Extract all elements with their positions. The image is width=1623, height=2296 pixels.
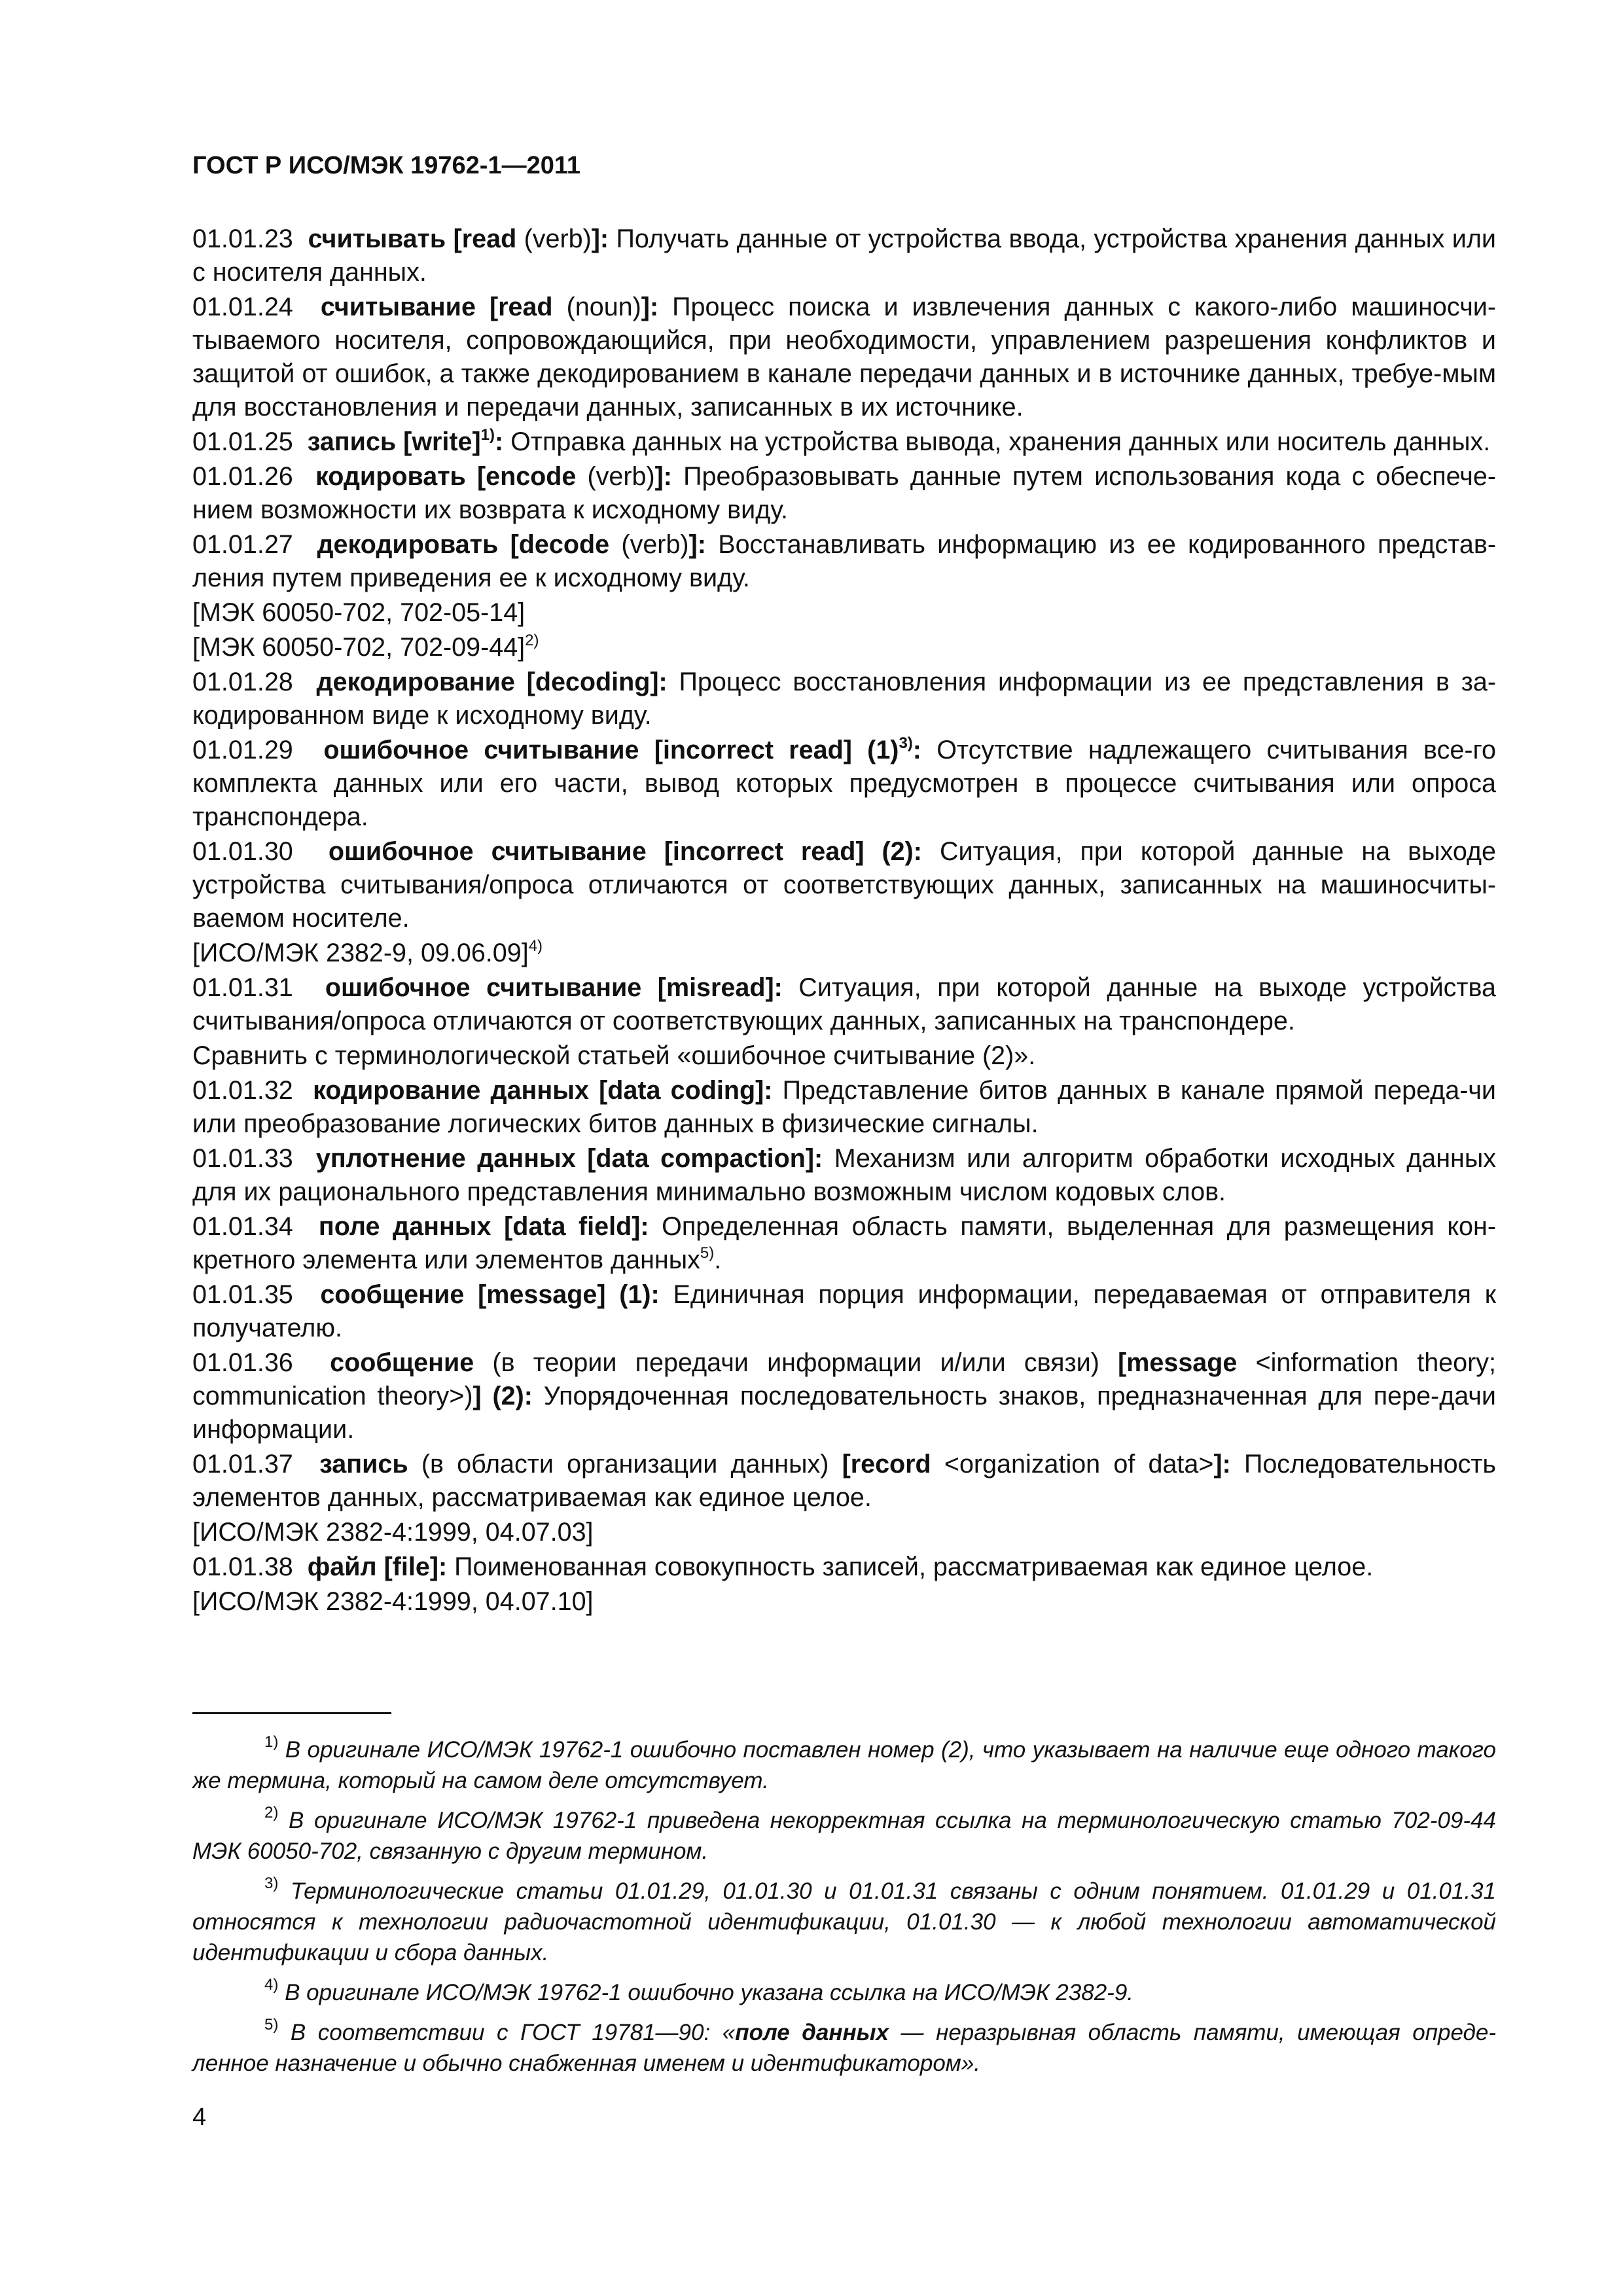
- term-entry: [192, 734, 1496, 834]
- footnote-number: 4): [264, 1976, 279, 1994]
- footnotes: [192, 1734, 1496, 2088]
- entry-number: 01.01.36: [192, 1348, 330, 1377]
- footnote-text: В соответствии с ГОСТ 19781—90: «: [278, 2020, 736, 2045]
- entry-term: декодировать [decode: [317, 530, 610, 559]
- term-entry: [192, 1142, 1496, 1209]
- entry-definition-end: .: [714, 1246, 722, 1274]
- entry-number: 01.01.28: [192, 668, 317, 696]
- entry-term: кодирование данных [data coding]:: [313, 1076, 773, 1105]
- entry-term: ошибочное считывание [misread]:: [325, 973, 783, 1002]
- term-entry: [192, 291, 1496, 424]
- entry-term: декодирование [decoding]:: [316, 668, 668, 696]
- entry-term-close: ]:: [641, 293, 659, 321]
- page-number: 4: [192, 2104, 207, 2131]
- reference-line: [192, 937, 1496, 970]
- reference-line: [192, 1039, 1496, 1073]
- entry-term-qualifier: (verb): [576, 462, 655, 491]
- entry-number: 01.01.32: [192, 1076, 313, 1105]
- entry-definition: Процесс поиска и извлечения данных с какого-либо машиносчи-тываемого носителя, сопровождающийся, при необходимости, управлением разрешения конфликтов и защитой от ошибок, а также декодированием в канале передачи данных и в источнике данных, требуе-мым для восстановления и передачи данных, записанных в их источнике.: [192, 293, 1496, 422]
- footnote: [192, 1876, 1496, 1968]
- entry-number: 01.01.24: [192, 293, 321, 321]
- footnote: [192, 2017, 1496, 2079]
- term-entry: [192, 528, 1496, 595]
- reference-line: [192, 596, 1496, 630]
- reference-text: [ИСО/МЭК 2382-9, 09.06.09]: [192, 939, 529, 967]
- footnote-text: — неразрывная область памяти, имеющая опреде-ленное назначение и обычно снабженная именем и идентификатором».: [192, 2020, 1496, 2076]
- entry-number: 01.01.37: [192, 1450, 320, 1479]
- term-entry: [192, 1074, 1496, 1141]
- reference-line: [192, 1516, 1496, 1549]
- term-entry: [192, 971, 1496, 1038]
- entry-term-close: :: [912, 736, 921, 764]
- term-entry: [192, 223, 1496, 289]
- footnote: [192, 1977, 1496, 2008]
- entry-term: считывание [read: [320, 293, 553, 321]
- footnote-text: В оригинале ИСО/МЭК 19762-1 ошибочно поставлен номер (2), что указывает на наличие еще одного такого же термина, который на самом деле отсутствует.: [192, 1737, 1496, 1793]
- term-entry: [192, 460, 1496, 527]
- entry-term: запись [write]: [307, 427, 481, 456]
- reference-text: [МЭК 60050-702, 702-09-44]: [192, 633, 526, 662]
- term-entry: [192, 1278, 1496, 1345]
- entry-term: ошибочное считывание [incorrect read] (2):: [328, 837, 922, 866]
- entry-term-close: ]:: [591, 224, 609, 253]
- footnote-marker: 5): [700, 1244, 715, 1262]
- term-entry: [192, 1551, 1496, 1584]
- entry-number: 01.01.27: [192, 530, 317, 559]
- entry-number: 01.01.25: [192, 427, 308, 456]
- footnote: [192, 1734, 1496, 1796]
- entry-definition: Отсутствие надлежащего считывания все-го комплекта данных или его части, вывод которых предусмотрен в процессе считывания или опроса транспондера.: [192, 736, 1496, 831]
- entry-definition: Представление битов данных в канале прямой переда-чи или преобразование логических битов данных в физические сигналы.: [192, 1076, 1496, 1138]
- term-entry: [192, 835, 1496, 935]
- footnote-text: Терминологические статьи 01.01.29, 01.01.30 и 01.01.31 связаны с одним понятием. 01.01.29 и 01.01.31 относятся к технологии радиочастотной идентификации, 01.01.30 — к любой технологии автоматической идентификации и сбора данных.: [192, 1878, 1496, 1965]
- entry-definition: Ситуация, при которой данные на выходе устройства считывания/опроса отличаются от соответствующих данных, записанных на транспондере.: [192, 973, 1496, 1035]
- entry-term: поле данных [data field]:: [318, 1212, 649, 1241]
- entry-definition: Поименованная совокупность записей, рассматриваемая как единое целое.: [447, 1552, 1374, 1581]
- entry-term: запись: [319, 1450, 408, 1479]
- footnote-marker: 4): [528, 937, 543, 955]
- entry-number: 01.01.29: [192, 736, 324, 764]
- reference-line: [192, 1585, 1496, 1619]
- term-entry: [192, 1210, 1496, 1277]
- footnote-number: 5): [264, 2016, 279, 2034]
- reference-text: [ИСО/МЭК 2382-4:1999, 04.07.03]: [192, 1518, 594, 1547]
- entry-term: файл [file]:: [307, 1552, 448, 1581]
- reference-text: [МЭК 60050-702, 702-05-14]: [192, 598, 526, 627]
- entry-definition: Отправка данных на устройства вывода, хранения данных или носитель данных.: [503, 427, 1491, 456]
- entry-term-close: :: [495, 427, 504, 456]
- entry-term: сообщение [message] (1):: [320, 1280, 660, 1309]
- entry-term: кодировать [encode: [315, 462, 577, 491]
- entry-number: 01.01.34: [192, 1212, 319, 1241]
- entry-number: 01.01.35: [192, 1280, 321, 1309]
- entry-definition: Упорядоченная последовательность знаков, предназначенная для пере-дачи информации.: [192, 1382, 1496, 1444]
- entry-term-english: [record: [842, 1450, 931, 1479]
- entry-term-domain: (в теории передачи информации и/или связи): [474, 1348, 1118, 1377]
- entry-term-english: [message: [1118, 1348, 1238, 1377]
- entry-term-qualifier: (verb): [609, 530, 689, 559]
- footnote-separator: [192, 1712, 391, 1714]
- footnote-number: 2): [264, 1804, 279, 1821]
- entry-number: 01.01.31: [192, 973, 325, 1002]
- entry-definition: Восстанавливать информацию из ее кодированного представ-ления путем приведения ее к исходному виду.: [192, 530, 1496, 592]
- footnote-marker: 2): [525, 632, 539, 649]
- entry-definition: Механизм или алгоритм обработки исходных данных для их рационального представления минимально возможным числом кодовых слов.: [192, 1144, 1496, 1206]
- document-header: ГОСТ Р ИСО/МЭК 19762-1—2011: [192, 152, 581, 179]
- entry-term-domain: (в области организации данных): [408, 1450, 842, 1479]
- entry-term-qualifier: (noun): [552, 293, 641, 321]
- footnote: [192, 1805, 1496, 1867]
- term-entry: [192, 425, 1496, 459]
- entry-term-close: ]:: [1213, 1450, 1231, 1479]
- document-body: [192, 223, 1496, 1620]
- term-entry: [192, 666, 1496, 732]
- entry-definition: Ситуация, при которой данные на выходе устройства считывания/опроса отличаются от соответствующих данных, записанных на машиносчиты-ваемом носителе.: [192, 837, 1496, 933]
- entry-number: 01.01.33: [192, 1144, 316, 1173]
- reference-text: Сравнить с терминологической статьей «ошибочное считывание (2)».: [192, 1041, 1036, 1070]
- entry-number: 01.01.38: [192, 1552, 308, 1581]
- term-entry: [192, 1346, 1496, 1446]
- footnote-text: В оригинале ИСО/МЭК 19762-1 ошибочно указана ссылка на ИСО/МЭК 2382-9.: [278, 1980, 1134, 2005]
- entry-definition: Преобразовывать данные путем использования кода с обеспече-нием возможности их возврата к исходному виду.: [192, 462, 1496, 524]
- entry-term-close: ]:: [688, 530, 706, 559]
- entry-term-close: ]:: [654, 462, 672, 491]
- term-entry: [192, 1448, 1496, 1515]
- entry-definition: Определенная область памяти, выделенная для размещения кон-кретного элемента или элементов данных: [192, 1212, 1496, 1274]
- footnote-marker: 3): [899, 734, 913, 752]
- entry-definition: Последовательность элементов данных, рассматриваемая как единое целое.: [192, 1450, 1496, 1512]
- entry-definition: Процесс восстановления информации из ее представления в за-кодированном виде к исходному виду.: [192, 668, 1496, 730]
- entry-number: 01.01.26: [192, 462, 315, 491]
- entry-term: считывать [read: [308, 224, 517, 253]
- reference-line: [192, 631, 1496, 664]
- entry-term: ошибочное считывание [incorrect read] (1): [323, 736, 899, 764]
- entry-term: уплотнение данных [data compaction]:: [315, 1144, 823, 1173]
- footnote-marker: 1): [480, 426, 495, 444]
- entry-definition: Получать данные от устройства ввода, устройства хранения данных или с носителя данных.: [192, 224, 1496, 287]
- entry-term-close: ] (2):: [473, 1382, 533, 1410]
- footnote-number: 1): [264, 1733, 279, 1751]
- entry-definition: Единичная порция информации, передаваемая от отправителя к получателю.: [192, 1280, 1496, 1342]
- entry-term-domain-english: <information theory; communication theory>): [192, 1348, 1496, 1410]
- entry-number: 01.01.30: [192, 837, 329, 866]
- entry-number: 01.01.23: [192, 224, 308, 253]
- entry-term-domain-english: <organization of data>: [931, 1450, 1214, 1479]
- footnote-number: 3): [264, 1874, 279, 1892]
- entry-term-qualifier: (verb): [516, 224, 592, 253]
- footnote-quoted-term: поле данных: [735, 2020, 889, 2045]
- entry-term: сообщение: [330, 1348, 474, 1377]
- footnote-text: В оригинале ИСО/МЭК 19762-1 приведена некорректная ссылка на терминологическую статью 702-09-44 МЭК 60050-702, связанную с другим термином.: [192, 1808, 1496, 1864]
- reference-text: [ИСО/МЭК 2382-4:1999, 04.07.10]: [192, 1587, 594, 1616]
